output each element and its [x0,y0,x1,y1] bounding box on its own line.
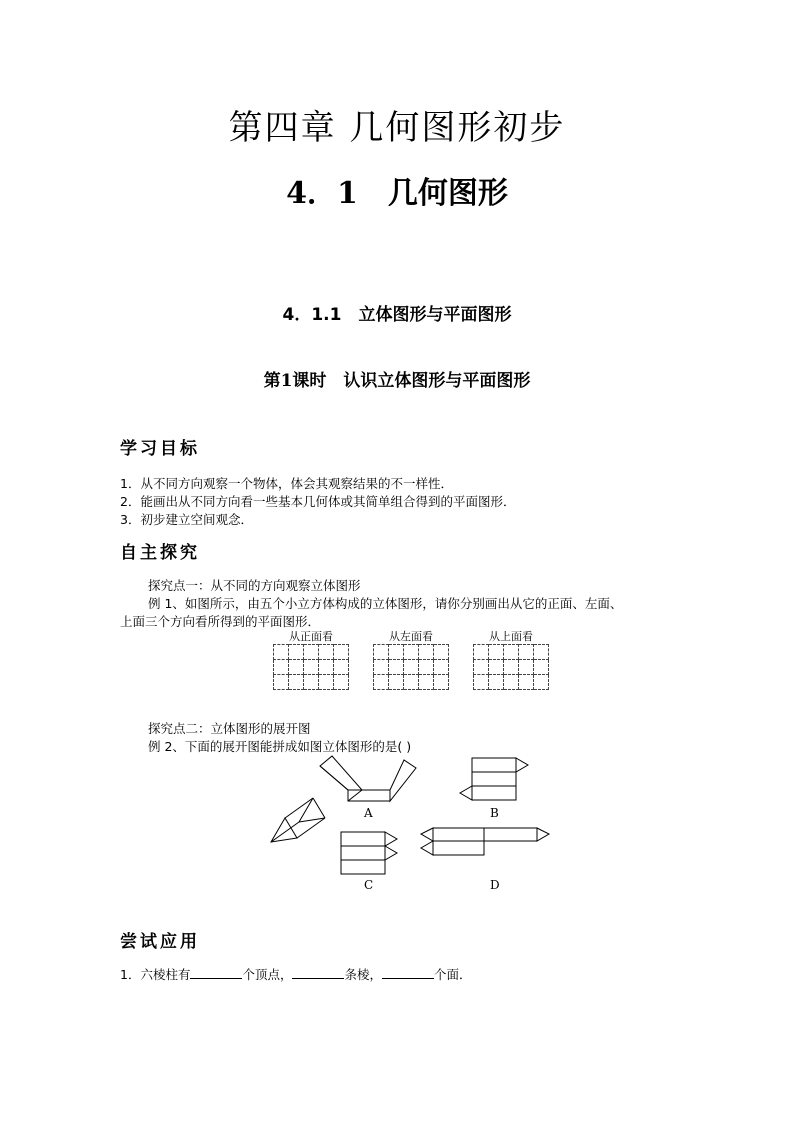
triangular-prism-solid [271,798,325,842]
edge-count-blank[interactable] [292,966,344,979]
exploration-point-2: 探究点二：立体图形的展开图 [148,721,311,736]
practice-heading: 尝试应用 [120,932,200,952]
question-text: 个顶点， [242,967,293,982]
net-option-d [421,828,549,855]
example-1-text: 例 1、如图所示，由五个小立方体构成的立体图形，请你分别画出从它的正面、左面、 [148,596,623,611]
objective-item: 2．能画出从不同方向看一些基本几何体或其简单组合得到的平面图形． [120,494,516,509]
self-study-heading: 自主探究 [120,543,200,563]
chapter-title: 第四章 几何图形初步 [228,108,566,148]
net-option-c [341,832,397,874]
view-caption-left: 从左面看 [389,630,433,643]
objectives-heading: 学习目标 [120,439,200,459]
lesson-title: 第1课时 认识立体图形与平面图形 [263,371,531,391]
net-option-a [320,756,416,801]
question-text: 条棱， [344,967,382,982]
net-option-b [460,758,528,800]
subsection-title: 4．1.1 立体图形与平面图形 [282,305,512,325]
vertex-count-blank[interactable] [190,966,242,979]
section-title: 4．1 几何图形 [286,176,508,211]
option-label-b[interactable]: B [490,806,499,820]
question-text: 个面． [433,967,472,982]
option-label-a[interactable]: A [364,806,373,820]
question-text: 1．六棱柱有 [120,967,191,982]
objective-item: 1．从不同方向观察一个物体，体会其观察结果的不一样性． [120,476,453,491]
option-label-c[interactable]: C [364,878,374,892]
objective-item: 3．初步建立空间观念． [120,512,253,527]
example-2-text: 例 2、下面的展开图能拼成如图立体图形的是( ) [148,739,412,754]
view-caption-front: 从正面看 [289,630,333,643]
practice-question-1 [120,966,472,984]
example-1-text-cont: 上面三个方向看所得到的平面图形． [120,614,321,629]
exploration-point-1: 探究点一：从不同的方向观察立体图形 [148,578,361,593]
view-caption-top: 从上面看 [489,630,533,643]
face-count-blank[interactable] [382,966,434,979]
option-label-d[interactable]: D [490,878,500,892]
